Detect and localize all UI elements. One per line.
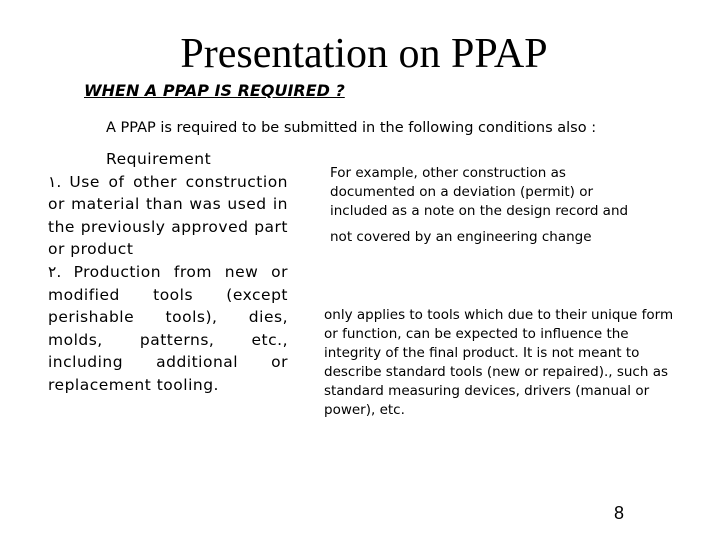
note-tools: only applies to tools which due to their unique form or function, can be expected to influence the integrity of the final product. It is not meant to describe standard tools (new or repaired)., such as standard measuring devices, drivers (manual or power), etc.: [324, 307, 674, 418]
slide-subtitle: WHEN A PPAP IS REQUIRED ?: [84, 81, 345, 100]
intro-text: A PPAP is required to be submitted in the following conditions also :: [106, 120, 597, 136]
requirement-item-2: ٢. Production from new or modified tools (except perishable tools), dies, molds, patterns, etc., including additional or replacement tooling.: [48, 262, 288, 394]
note-construction-line-4: not covered by an engineering change: [330, 229, 592, 245]
note-construction: [330, 164, 665, 247]
note-construction-line-2: documented on a deviation (permit) or: [330, 184, 594, 200]
page-number: 8: [614, 503, 625, 523]
requirements-heading: Requirement: [106, 150, 212, 168]
requirement-item-1: ١. Use of other construction or material than was used in the previously approved part or product: [48, 172, 288, 259]
slide-title: Presentation on PPAP: [180, 31, 548, 77]
note-construction-line-1: For example, other construction as: [330, 165, 566, 181]
note-construction-line-3: included as a note on the design record and: [330, 203, 629, 219]
requirements-column: [48, 148, 288, 397]
